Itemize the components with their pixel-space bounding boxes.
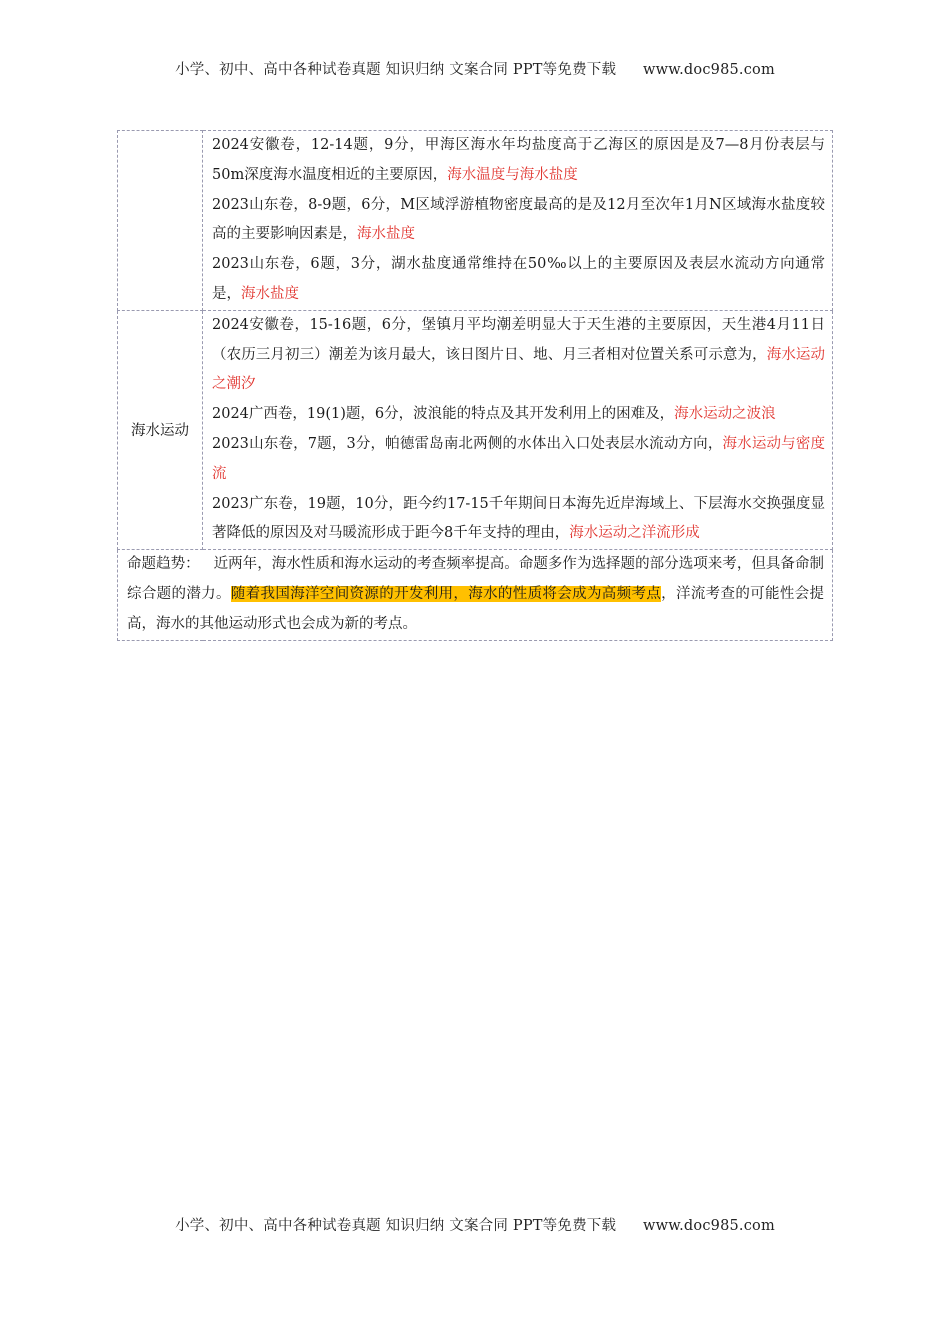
table-row [118,131,833,311]
row-content [203,131,833,311]
highlighted-text: 随着我国海洋空间资源的开发利用，海水的性质将会成为高频考点 [230,585,662,602]
list-item: 2023广东卷，19题，10分，距今约17-15千年期间日本海先近岸海域上、下层海水交换强度显著降低的原因及对马暖流形成于距今8千年支持的理由，海水运动之洋流形成 [212,495,825,542]
header-text: 小学、初中、高中各种试卷真题 知识归纳 文案合同 PPT等免费下载 [175,62,617,78]
topic-label: 海水温度与海水盐度 [447,166,578,183]
topic-table [117,130,833,641]
topic-label: 海水运动之潮汐 [212,346,826,393]
trend-row [118,550,833,640]
footer-url[interactable]: www.doc985.com [642,1218,775,1234]
list-item: 2023山东卷，6题，3分，湖水盐度通常维持在50‰以上的主要原因及表层水流动方向通常是，海水盐度 [212,256,825,302]
page-header [0,58,950,79]
trend-text: 近两年，海水性质和海水运动的考查频率提高。命题多作为选择题的部分选项来考，但具备命制综合题的潜力。 [127,556,825,602]
topic-label: 海水运动与密度流 [212,435,825,482]
topic-label: 海水盐度 [357,226,415,243]
trend-text-end: ，洋流考查的可能性会提高，海水的其他运动形式也会成为新的考点。 [127,585,825,632]
trend-summary [118,550,833,640]
list-item: 2023山东卷，8-9题，6分，M区域浮游植物密度最高的是及12月至次年1月N区域海水盐度较高的主要影响因素是，海水盐度 [212,196,825,243]
row-heading [118,131,203,311]
footer-text: 小学、初中、高中各种试卷真题 知识归纳 文案合同 PPT等免费下载 [175,1218,617,1234]
trend-label: 命题趋势： [127,556,200,573]
topic-label: 海水运动之洋流形成 [569,525,700,542]
page-footer [0,1214,950,1235]
list-item: 2023山东卷，7题，3分，帕德雷岛南北两侧的水体出入口处表层水流动方向，海水运动与密度流 [212,435,825,482]
topic-label: 海水运动之波浪 [674,406,776,423]
table-row [118,310,833,549]
list-item: 2024安徽卷，15-16题，6分，堡镇月平均潮差明显大于天生港的主要原因，天生港4月11日（农历三月初三）潮差为该月最大，该日图片日、地、月三者相对位置关系可示意为，海水运动之潮汐 [212,316,826,393]
row-heading: 海水运动 [118,310,203,549]
header-url[interactable]: www.doc985.com [642,62,775,78]
list-item: 2024广西卷，19(1)题，6分，波浪能的特点及其开发利用上的困难及，海水运动之波浪 [212,406,776,423]
list-item: 2024安徽卷，12-14题，9分，甲海区海水年均盐度高于乙海区的原因是及7—8月份表层与50m深度海水温度相近的主要原因，海水温度与海水盐度 [212,137,825,183]
row-content [203,310,833,549]
topic-label: 海水盐度 [241,285,299,302]
